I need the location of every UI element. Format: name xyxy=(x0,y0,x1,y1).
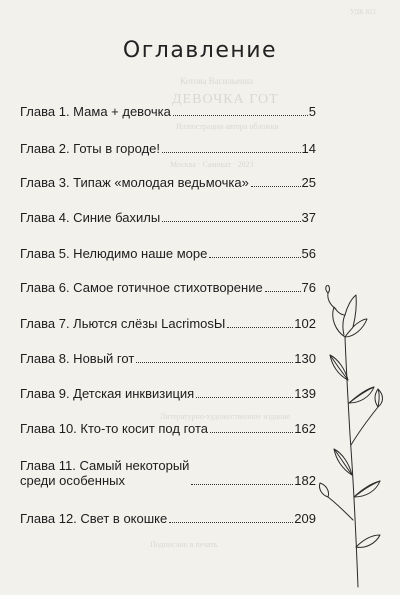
toc-entry-7[interactable] xyxy=(20,316,316,331)
toc-entry-5[interactable] xyxy=(20,246,316,261)
bleed-through-text: Котова Васильевна xyxy=(180,76,254,86)
toc-entry-label: Глава 7. Льются слёзы LacrimosЫ xyxy=(20,316,226,331)
flower-illustration xyxy=(300,285,395,590)
toc-entry-3[interactable] xyxy=(20,175,316,190)
bleed-through-text: Литературно-художественное издание xyxy=(160,412,291,421)
bleed-through-text: Иллюстрации автора обложки xyxy=(176,122,279,131)
bleed-through-text: УДК 821 xyxy=(350,8,376,16)
toc-entry-label-line1: Глава 11. Самый некоторый xyxy=(20,458,190,473)
bleed-through-text: ДЕВОЧКА ГОТ xyxy=(172,92,279,107)
toc-entry-page: 182 xyxy=(294,473,316,488)
toc-entry-12[interactable] xyxy=(20,511,316,526)
toc-entry-11[interactable] xyxy=(20,458,316,488)
bleed-through-text: Москва · Самокат · 2023 xyxy=(170,160,254,169)
toc-entry-page: 76 xyxy=(301,280,316,295)
toc-entry-page: 102 xyxy=(294,316,316,331)
page-title: Оглавление xyxy=(122,38,278,63)
toc-entry-label xyxy=(20,458,189,488)
dot-leader xyxy=(227,326,293,328)
bleed-through-text: Подписано в печать xyxy=(150,540,218,549)
toc-entry-label-line2: среди особенных xyxy=(20,473,125,488)
toc-entry-label: Глава 1. Мама + девочка xyxy=(20,104,171,119)
toc-entry-label: Глава 4. Синие бахилы xyxy=(20,210,161,225)
toc-entry-9[interactable] xyxy=(20,386,316,401)
toc-entry-label: Глава 8. Новый гот xyxy=(20,351,135,366)
toc-entry-1[interactable] xyxy=(20,104,316,119)
dot-leader xyxy=(169,521,293,523)
toc-entry-label: Глава 9. Детская инквизиция xyxy=(20,386,195,401)
toc-entry-label: Глава 6. Самое готичное стихотворение xyxy=(20,280,263,295)
dot-leader xyxy=(136,361,293,363)
dot-leader xyxy=(162,220,300,222)
toc-entry-label: Глава 3. Типаж «молодая ведьмочка» xyxy=(20,175,249,190)
toc-entry-label: Глава 2. Готы в городе! xyxy=(20,141,161,156)
toc-entry-page: 130 xyxy=(294,351,316,366)
dot-leader xyxy=(162,151,301,153)
toc-entry-page: 37 xyxy=(301,210,316,225)
toc-entry-page: 25 xyxy=(301,175,316,190)
dot-leader xyxy=(196,396,293,398)
toc-entry-page: 139 xyxy=(294,386,316,401)
toc-entry-10[interactable] xyxy=(20,421,316,436)
toc-entry-6[interactable] xyxy=(20,280,316,295)
dot-leader xyxy=(173,114,308,116)
dot-leader xyxy=(209,256,300,258)
toc-entry-label: Глава 12. Свет в окошке xyxy=(20,511,168,526)
toc-entry-8[interactable] xyxy=(20,351,316,366)
toc-entry-label: Глава 10. Кто-то косит под гота xyxy=(20,421,209,436)
toc-entry-2[interactable] xyxy=(20,141,316,156)
dot-leader xyxy=(191,483,293,485)
dot-leader xyxy=(210,431,293,433)
dot-leader xyxy=(265,290,301,292)
toc-entry-page: 5 xyxy=(308,104,316,119)
toc-entry-label: Глава 5. Нелюдимо наше море xyxy=(20,246,208,261)
toc-entry-page: 56 xyxy=(301,246,316,261)
toc-entry-4[interactable] xyxy=(20,210,316,225)
toc-entry-page: 14 xyxy=(301,141,316,156)
dot-leader xyxy=(251,185,301,187)
toc-entry-page: 162 xyxy=(294,421,316,436)
toc-entry-page: 209 xyxy=(294,511,316,526)
